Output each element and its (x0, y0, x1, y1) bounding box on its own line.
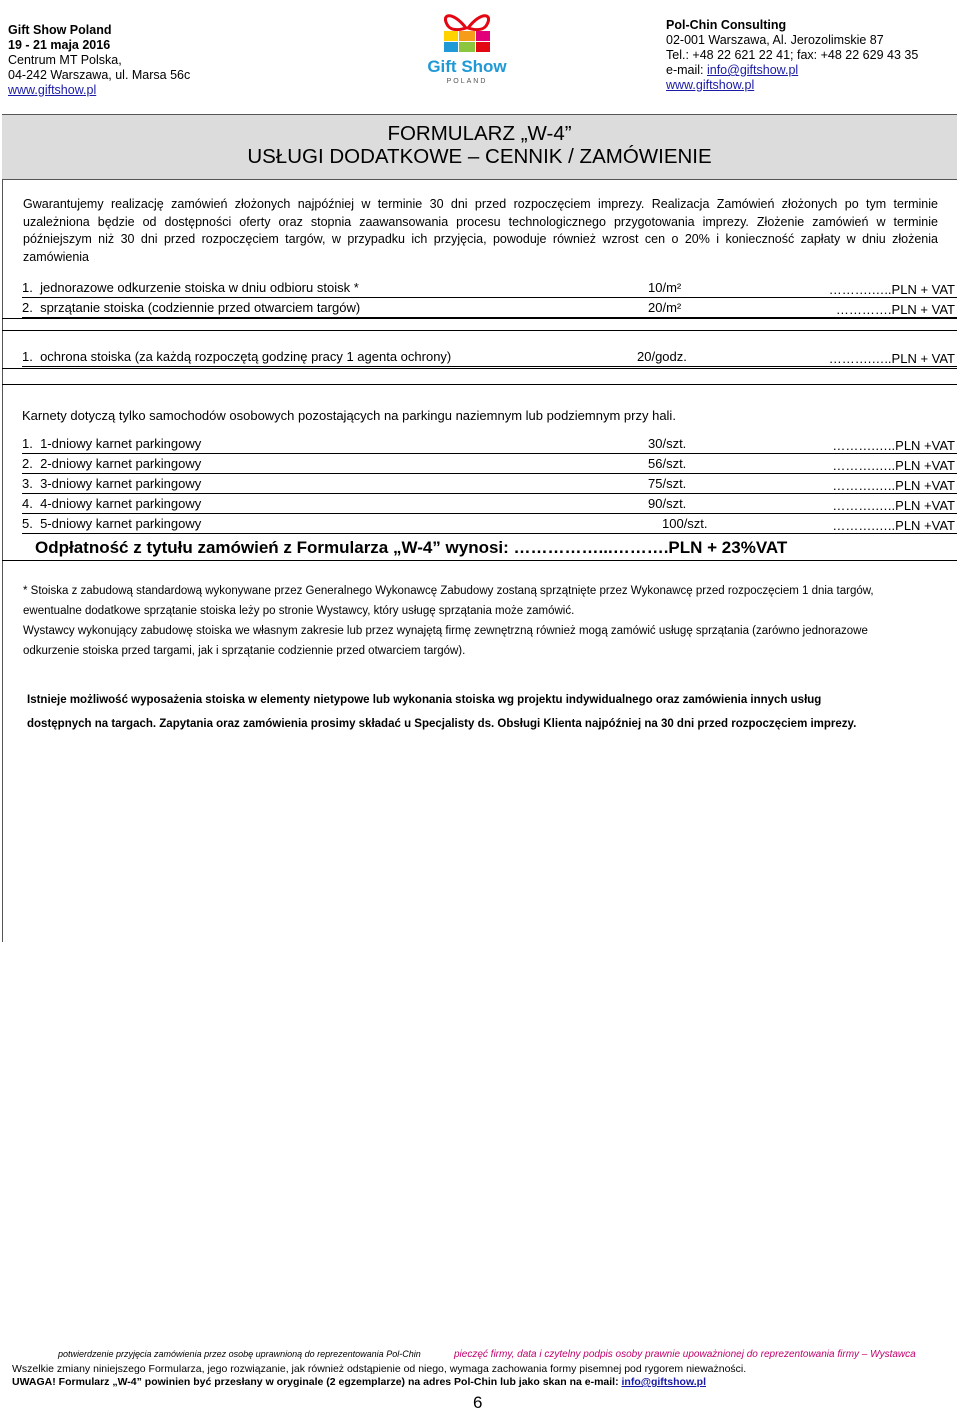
row-amount-field[interactable]: ……….…..PLN +VAT (832, 438, 955, 453)
row-amount-field[interactable]: ……….…..PLN +VAT (832, 498, 955, 513)
section-divider (2, 560, 957, 561)
note-line: ewentualne dodatkowe sprzątanie stoiska leży po stronie Wystawcy, który usługę sprzątania może zamówić. (23, 605, 575, 617)
order-row-parking-4[interactable] (22, 494, 957, 514)
order-row-parking-1[interactable] (22, 434, 957, 454)
form-frame-left (2, 114, 3, 942)
cleaning-notes (23, 581, 943, 661)
email-link[interactable]: info@giftshow.pl (706, 63, 799, 77)
row-label: 1. 1-dniowy karnet parkingowy (22, 436, 202, 451)
row-label: 1. ochrona stoiska (za każdą rozpoczętą godzinę pracy 1 agenta ochrony) (22, 349, 452, 364)
row-price: 75/szt. (648, 476, 687, 491)
note-line: dostępnych na targach. Zapytania oraz zamówienia prosimy składać u Specjalisty ds. Obsługi Klienta najpóźniej na 30 dni przed rozpoczęciem imprezy. (27, 718, 857, 730)
row-amount-field[interactable]: ……….…..PLN +VAT (832, 458, 955, 473)
logo-text: Gift Show (427, 57, 507, 76)
intro-paragraph: Gwarantujemy realizację zamówień złożonych najpóźniej w terminie 30 dni przed rozpoczęciem imprezy. Realizacja Zamówień złożonych po tym terminie uzależniona będzie od dostępności oferty oraz stopnia zaawansowania procesu technologicznego przygotowania imprezy. Złożenie zamówień w terminie późniejszym niż 30 dni przed rozpoczęciem targów, w przypadku ich przyjęcia, powoduje również wzrost cen o 20% i konieczność zapłaty w dniu złożenia zamówienia (23, 197, 938, 264)
row-label: 1. jednorazowe odkurzenie stoiska w dniu odbioru stoisk * (22, 280, 359, 295)
section-divider (2, 318, 957, 319)
row-amount-field[interactable]: ……….…..PLN + VAT (828, 282, 955, 297)
row-amount-field[interactable]: ……….…..PLN +VAT (832, 518, 955, 533)
event-name: Gift Show Poland (8, 23, 112, 37)
row-label: 2. 2-dniowy karnet parkingowy (22, 456, 202, 471)
event-website-link[interactable]: www.giftshow.pl (8, 83, 97, 97)
row-label: 2. sprzątanie stoiska (codziennie przed otwarciem targów) (22, 300, 361, 315)
page-number: 6 (473, 1393, 483, 1412)
note-line: Wystawcy wykonujący zabudowę stoiska we własnym zakresie lub przez wynajętą firmę zewnętrzną również mogą zamówić usługę sprzątania (zarówno jednorazowe (23, 625, 868, 637)
row-amount-field[interactable]: ……….…..PLN + VAT (828, 351, 955, 366)
row-label: 3. 3-dniowy karnet parkingowy (22, 476, 202, 491)
section-divider (2, 368, 957, 369)
row-label: 5. 5-dniowy karnet parkingowy (22, 516, 202, 531)
row-price: 10/m² (648, 280, 682, 295)
order-total-line[interactable]: Odpłatność z tytułu zamówień z Formularza „W-4” wynosi: ……………...……….PLN + 23%VAT (35, 538, 788, 557)
section-divider (2, 384, 957, 385)
exhibitor-signature-label: pieczęć firmy, data i czytelny podpis osoby prawnie upoważnionej do reprezentowania firmy – Wystawca (454, 1349, 916, 1360)
row-label: 4. 4-dniowy karnet parkingowy (22, 496, 202, 511)
row-price: 30/szt. (648, 436, 687, 451)
order-row-parking-2[interactable] (22, 454, 957, 474)
row-price: 20/godz. (637, 349, 687, 364)
custom-order-note (27, 688, 937, 736)
row-amount-field[interactable]: ………….PLN + VAT (835, 302, 955, 317)
form-title-box (2, 114, 957, 180)
footer-legal-note: Wszelkie zmiany niniejszego Formularza, jego rozwiązanie, jak również odstąpienie od niego, wymaga zachowania formy pisemnej pod rygorem nieważności. (12, 1363, 747, 1375)
footer-warning: UWAGA! Formularz „W-4” powinien być przesłany w oryginale (2 egzemplarze) na adres Pol-Chin lub jako skan na e-mail: info@giftshow.pl (12, 1376, 706, 1388)
section-divider (2, 330, 957, 331)
row-amount-field[interactable]: ……….…..PLN +VAT (832, 478, 955, 493)
company-website-link[interactable]: www.giftshow.pl (666, 78, 755, 92)
venue-name: Centrum MT Polska, (8, 53, 122, 67)
company-address: 02-001 Warszawa, Al. Jerozolimskie 87 (666, 33, 884, 47)
row-price: 90/szt. (648, 496, 687, 511)
contractor-info (666, 18, 918, 93)
order-row-security-1[interactable] (22, 347, 957, 367)
order-row-cleaning-2[interactable] (22, 298, 957, 318)
note-line: odkurzenie stoiska przed targami, jak i sprzątanie codziennie przed otwarciem targów). (23, 645, 466, 657)
footer-email-link[interactable]: info@giftshow.pl (621, 1376, 706, 1388)
venue-address: 04-242 Warszawa, ul. Marsa 56c (8, 68, 191, 82)
organizer-signature-label: potwierdzenie przyjęcia zamówienia przez osobę uprawnioną do reprezentowania Pol-Chin (58, 1349, 421, 1359)
row-price: 20/m² (648, 300, 682, 315)
order-row-cleaning-1[interactable] (22, 278, 957, 298)
note-line: * Stoiska z zabudową standardową wykonywane przez Generalnego Wykonawcę Zabudowy zostaną sprzątnięte przez Wykonawcę przed rozpoczęciem 1 dnia targów, (23, 585, 874, 597)
form-title: FORMULARZ „W-4” (387, 122, 572, 145)
organizer-info (8, 23, 190, 98)
company-phone: Tel.: +48 22 621 22 41; fax: +48 22 629 43 35 (666, 48, 919, 62)
company-name: Pol-Chin Consulting (666, 18, 787, 32)
email-label: e-mail: (666, 63, 707, 77)
form-subtitle: USŁUGI DODATKOWE – CENNIK / ZAMÓWIENIE (247, 145, 712, 168)
gift-show-logo (422, 4, 512, 86)
row-price: 56/szt. (648, 456, 687, 471)
logo-subtext: POLAND (446, 78, 488, 85)
event-dates: 19 - 21 maja 2016 (8, 38, 111, 52)
order-row-parking-3[interactable] (22, 474, 957, 494)
parking-note: Karnety dotyczą tylko samochodów osobowych pozostających na parkingu naziemnym lub podziemnym przy hali. (22, 408, 676, 423)
row-price: 100/szt. (662, 516, 708, 531)
order-row-parking-5[interactable] (22, 514, 957, 534)
note-line: Istnieje możliwość wyposażenia stoiska w elementy nietypowe lub wykonania stoiska wg projektu indywidualnego oraz zamówienia innych usług (27, 694, 822, 706)
